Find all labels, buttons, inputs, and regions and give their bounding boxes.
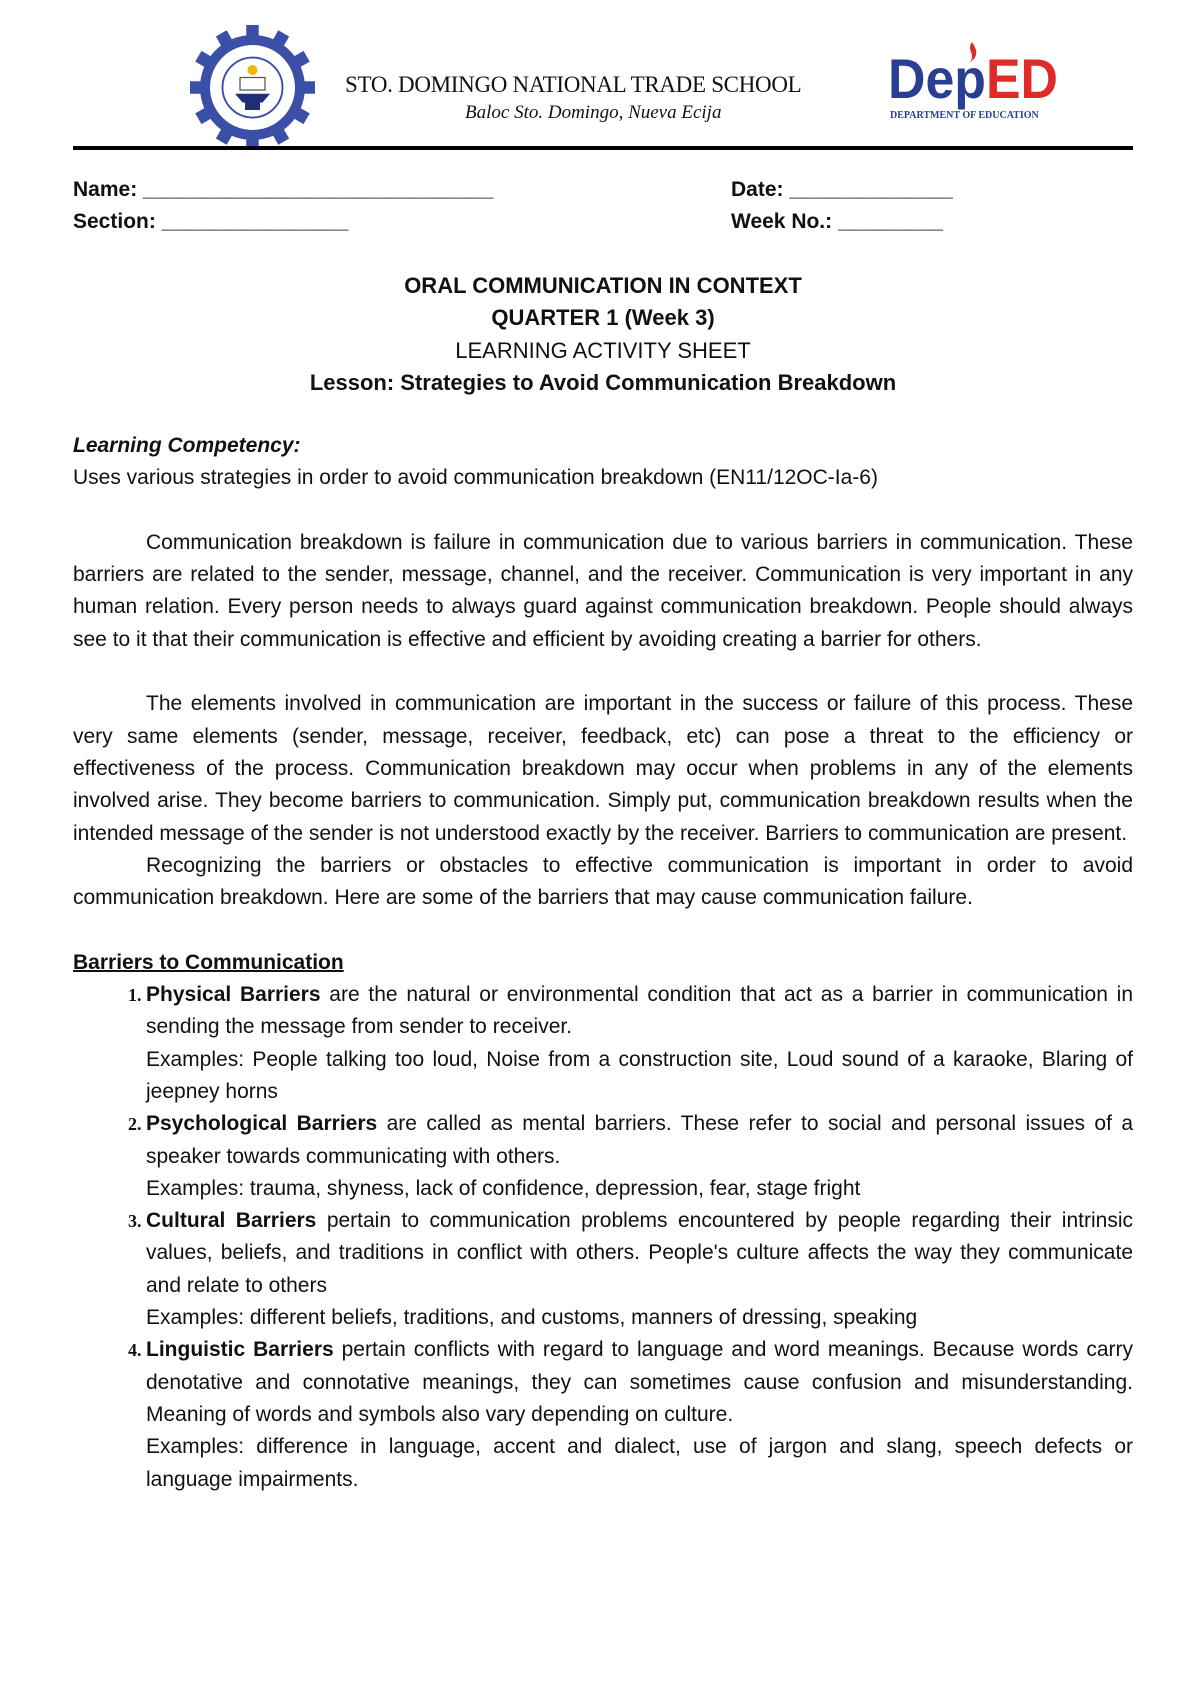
subject-title: ORAL COMMUNICATION IN CONTEXT xyxy=(404,273,802,298)
competency-text: Uses various strategies in order to avoid communication breakdown (EN11/12OC-Ia-6) xyxy=(73,466,878,490)
deped-logo-subtext: DEPARTMENT OF EDUCATION xyxy=(890,110,1039,121)
list-item xyxy=(146,979,1133,1108)
list-item xyxy=(146,1108,1133,1205)
deped-logo-text: DepED xyxy=(888,47,1058,110)
school-seal-logo xyxy=(190,25,315,150)
quarter-title: QUARTER 1 (Week 3) xyxy=(491,305,715,331)
barrier-description: are called as mental barriers. These refer to social and personal issues of a speaker towards communicating with others. xyxy=(146,1112,1134,1168)
name-field[interactable]: Name: ______________________________ xyxy=(73,178,494,201)
section-field[interactable]: Section: ________________ xyxy=(73,210,349,233)
barrier-examples: Examples: People talking too loud, Noise from a construction site, Loud sound of a karaoke, Blaring of jeepney horns xyxy=(146,1047,1133,1103)
barrier-description: are the natural or environmental condition that act as a barrier in communication in sending the message from sender to receiver. xyxy=(146,983,1133,1039)
list-item xyxy=(146,1334,1133,1495)
paragraph: Communication breakdown is failure in communication due to various barriers in communication. These barriers are related to the sender, message, channel, and the receiver. Communication is very important in any human relation. Every person needs to always guard against communication breakdown. People should always see to it that their communication is effective and efficient by avoiding creating a barrier for others. xyxy=(73,530,1133,651)
barrier-term: Psychological Barriers xyxy=(146,1112,378,1136)
barriers-heading-text: Barriers to Communication xyxy=(73,950,344,974)
header-divider xyxy=(73,146,1133,150)
school-address: Baloc Sto. Domingo, Nueva Ecija xyxy=(465,102,722,123)
barrier-examples: Examples: trauma, shyness, lack of confidence, depression, fear, stage fright xyxy=(146,1176,861,1200)
list-item xyxy=(146,1205,1133,1334)
barriers-heading xyxy=(73,947,1133,979)
document-body xyxy=(73,430,1133,1496)
paragraph: The elements involved in communication are important in the success or failure of this process. These very same elements (sender, message, receiver, feedback, etc) can pose a threat to the efficiency or effectiveness of the process. Communication breakdown may occur when problems in any of the elements involved arise. They become barriers to communication. Simply put, communication breakdown results when the intended message of the sender is not understood exactly by the receiver. Barriers to communication are present. xyxy=(73,692,1133,845)
barrier-examples: Examples: different beliefs, traditions, and customs, manners of dressing, speaking xyxy=(146,1306,918,1330)
barriers-list xyxy=(73,979,1133,1496)
competency-label: Learning Competency: xyxy=(73,434,301,457)
paragraph: Recognizing the barriers or obstacles to effective communication is important in order to avoid communication breakdown. Here are some of the barriers that may cause communication failure. xyxy=(73,853,1133,910)
barrier-term: Physical Barriers xyxy=(146,983,321,1007)
barrier-term: Linguistic Barriers xyxy=(146,1338,334,1362)
deped-logo xyxy=(888,40,1068,130)
barrier-term: Cultural Barriers xyxy=(146,1209,317,1233)
barrier-description: pertain conflicts with regard to language and word meanings. Because words carry denotative and connotative meanings, they can sometimes cause confusion and misunderstanding. Meaning of words and symbols also vary depending on culture. xyxy=(146,1338,1133,1426)
barrier-examples: Examples: difference in language, accent and dialect, use of jargon and slang, speech defects or language impairments. xyxy=(146,1435,1133,1491)
document-titles xyxy=(0,270,1200,399)
school-name: STO. DOMINGO NATIONAL TRADE SCHOOL xyxy=(345,72,802,97)
barrier-description: pertain to communication problems encountered by people regarding their intrinsic values, beliefs, and traditions in conflict with others. People's culture affects the way they communicate and relate to others xyxy=(146,1209,1133,1297)
letterhead xyxy=(0,0,1200,160)
sheet-title: LEARNING ACTIVITY SHEET xyxy=(455,337,751,363)
date-field[interactable]: Date: ______________ xyxy=(731,178,953,201)
lesson-title: Lesson: Strategies to Avoid Communication Breakdown xyxy=(309,369,897,395)
week-field[interactable]: Week No.: _________ xyxy=(731,210,944,233)
